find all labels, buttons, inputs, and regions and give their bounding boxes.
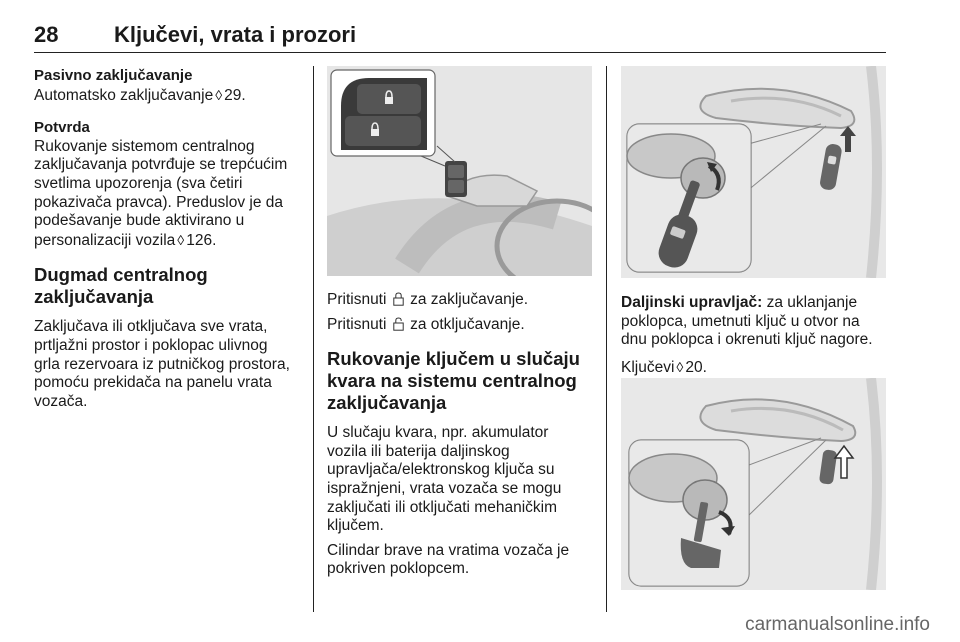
central-lock-buttons-heading: Dugmad centralnog — [34, 264, 208, 286]
failure-line: vozila ili baterija daljinskog — [327, 442, 510, 460]
remote-instruction-line: dnu poklopca i okrenuti ključ nagore. — [621, 331, 873, 349]
unlock-icon — [393, 317, 404, 331]
right-column — [621, 294, 893, 377]
remote-instruction: Daljinski upravljač: za uklanjanje — [621, 294, 858, 311]
reference-arrow-icon: ◊ — [215, 86, 223, 103]
page-title: Ključevi, vrata i prozori — [114, 22, 357, 47]
failure-line: zaključati ili otključati mehaničkim — [327, 498, 557, 516]
failure-operation-heading: Rukovanje ključem u slučaju — [327, 348, 580, 370]
page-reference-link[interactable]: 29. — [224, 86, 246, 104]
remote-label: Daljinski upravljač: — [621, 294, 763, 311]
watermark: carmanualsonline.info — [745, 614, 930, 635]
buttons-line: prtljažni prostor i poklopac ulivnog — [34, 336, 268, 354]
failure-line: U slučaju kvara, npr. akumulator — [327, 424, 549, 442]
buttons-line: pomoću prekidača na panelu vrata — [34, 374, 272, 392]
confirmation-line: Rukovanje sistemom centralnog — [34, 137, 255, 155]
buttons-line: Zaključava ili otključava sve vrata, — [34, 318, 268, 336]
confirmation-line: personalizaciji vozila ◊ 126. — [34, 231, 217, 249]
door-handle-key-turn-illustration — [621, 378, 886, 590]
confirmation-line: svetlima upozorenja (sva četiri — [34, 174, 243, 192]
left-column — [34, 67, 306, 411]
buttons-line: grla rezervoara iz putničkog prostora, — [34, 355, 290, 373]
confirmation-line: pokazivača pravca). Preduslov je da — [34, 193, 283, 211]
buttons-line: vozača. — [34, 392, 88, 410]
failure-operation-heading: kvara na sistemu centralnog — [327, 370, 577, 392]
remote-instruction-line: poklopca, umetnuti ključ u otvor na — [621, 312, 860, 330]
confirmation-heading: Potvrda — [34, 119, 90, 137]
page-reference-link[interactable]: 126. — [186, 231, 217, 249]
door-handle-cap-removal-illustration — [621, 66, 886, 278]
passive-locking-heading: Pasivno zaključavanje — [34, 67, 193, 84]
column-divider-left — [313, 66, 314, 612]
central-lock-buttons-heading: zaključavanja — [34, 286, 154, 308]
cylinder-line: pokriven poklopcem. — [327, 560, 470, 578]
confirmation-line: zaključavanja potvrđuje se trepćućim — [34, 156, 288, 174]
page-number: 28 — [34, 22, 59, 47]
door-lock-switch-illustration — [327, 66, 592, 276]
reference-arrow-icon: ◊ — [177, 231, 185, 248]
press-unlock-instruction: Pritisnuti za otključavanje. — [327, 315, 525, 333]
page-header — [34, 22, 886, 53]
cylinder-line: Cilindar brave na vratima vozača je — [327, 541, 570, 559]
page-reference-link[interactable]: 20. — [685, 358, 707, 376]
press-lock-instruction: Pritisnuti za zaključavanje. — [327, 291, 529, 308]
passive-locking-text: Automatsko zaključavanje ◊ 29. — [34, 86, 246, 104]
column-divider-right — [606, 66, 607, 612]
keys-reference: Ključevi ◊ 20. — [621, 358, 707, 376]
confirmation-line: podešavanje bude aktivirano u — [34, 212, 245, 230]
failure-operation-heading: zaključavanja — [327, 392, 447, 414]
middle-column — [327, 291, 599, 579]
failure-line: ispražnjeni, vrata vozača se mogu — [327, 479, 562, 497]
lock-icon — [393, 292, 404, 306]
failure-line: ključem. — [327, 517, 384, 535]
failure-line: upravljača/elektronskog ključa su — [327, 461, 555, 479]
reference-arrow-icon: ◊ — [676, 358, 684, 375]
